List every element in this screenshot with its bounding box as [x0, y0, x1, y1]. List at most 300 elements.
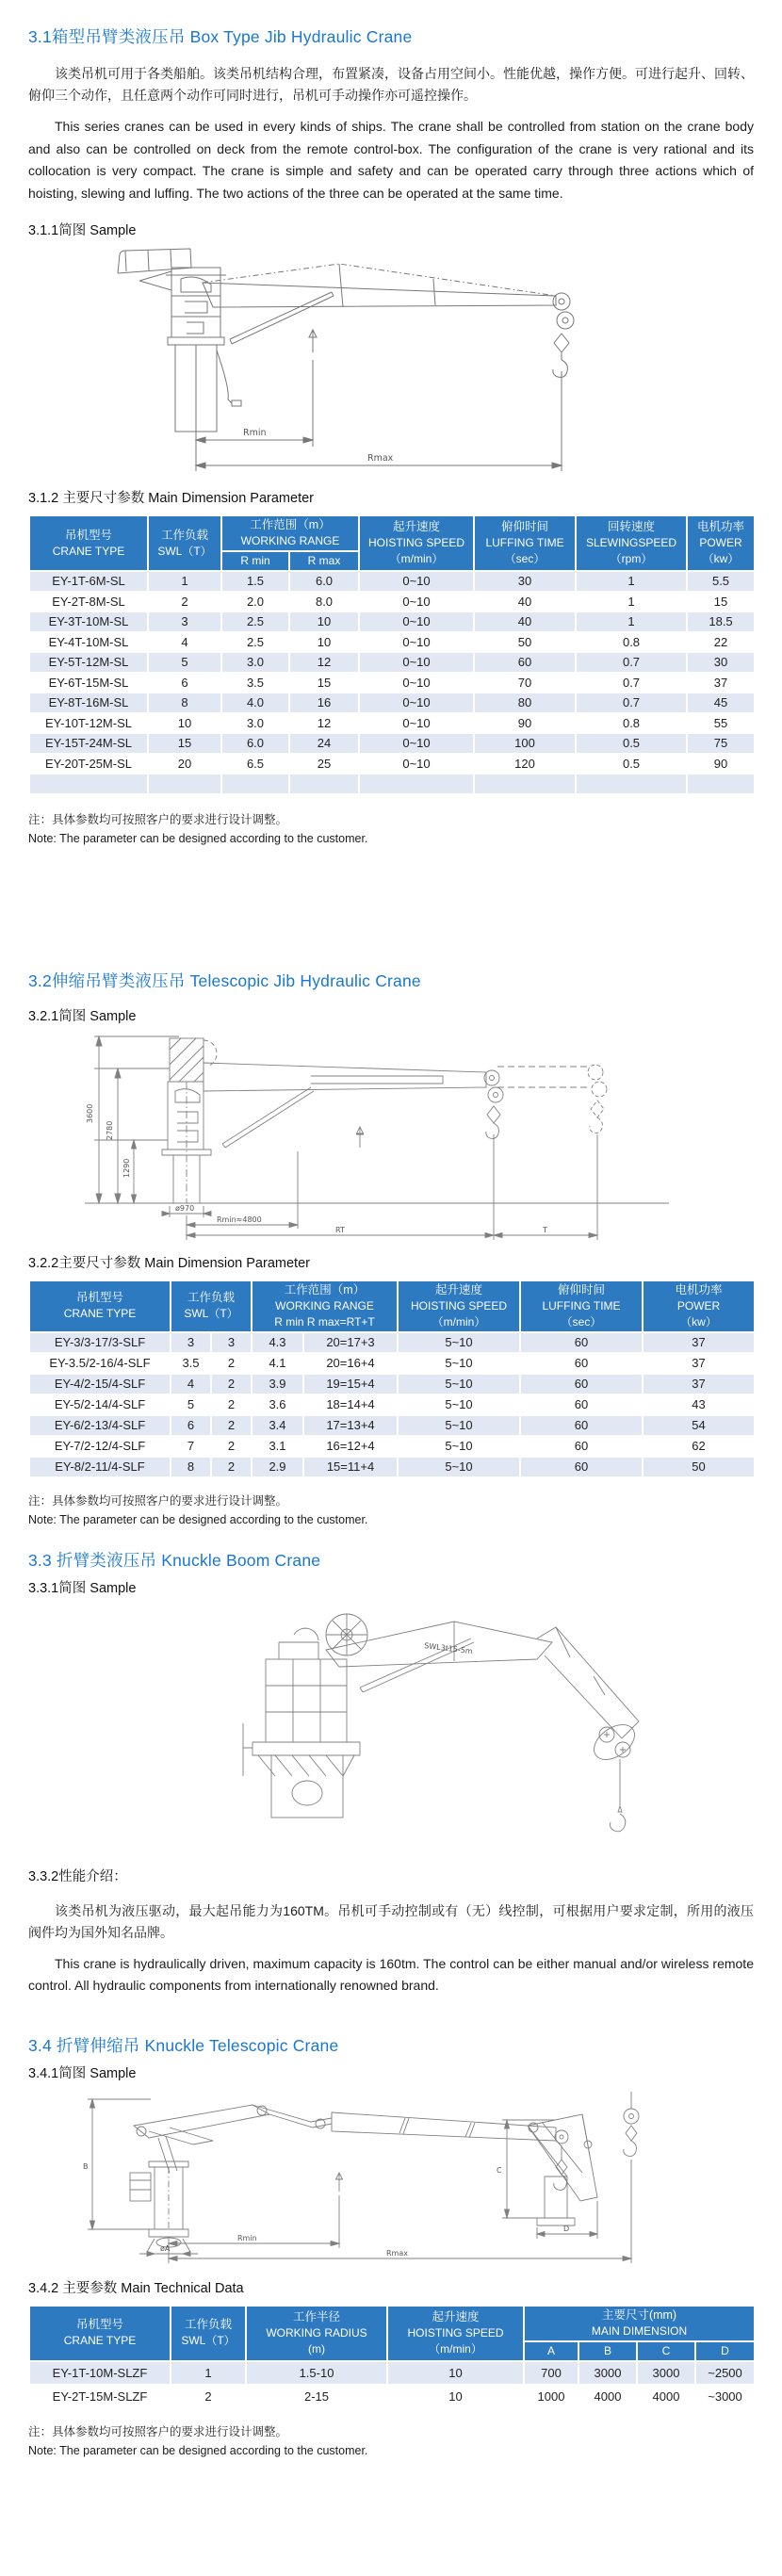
col-hoist-en: HOISTING SPEED — [368, 536, 465, 549]
table-cell: 0~10 — [359, 713, 474, 734]
table-cell: 16=12+4 — [303, 1436, 398, 1457]
table-cell: 37 — [643, 1332, 755, 1353]
table-cell: 5~10 — [398, 1415, 520, 1436]
table-cell: EY-4T-10M-SL — [29, 632, 148, 653]
table-cell: 5 — [148, 652, 221, 673]
table-cell: 40 — [474, 611, 576, 632]
knuckle-boom-crane-diagram — [28, 1601, 754, 1844]
dim-rt-label: RT — [335, 1225, 345, 1234]
section-3-4-2-param-title: 3.4.2 主要参数 Main Technical Data — [28, 2280, 244, 2296]
col-swl-en: SWL（T） — [157, 544, 212, 558]
table-cell: 120 — [474, 754, 576, 774]
table-cell: 1 — [576, 571, 687, 592]
table-cell: 5~10 — [398, 1457, 520, 1477]
table-cell: 50 — [474, 632, 576, 653]
col-hoist-cn: 起升速度 — [393, 520, 441, 533]
table-cell: 0~10 — [359, 754, 474, 774]
table-cell: 18.5 — [687, 611, 755, 632]
col-dim-c-label: C — [661, 2343, 671, 2357]
table-cell: 3000 — [578, 2361, 637, 2385]
table-cell: 50 — [643, 1457, 755, 1477]
section-3-3-1-sample-title: 3.3.1简图 Sample — [28, 1580, 137, 1596]
table-cell — [148, 774, 221, 794]
table-cell: EY-10T-12M-SL — [29, 713, 148, 734]
dim-3600-label: 3600 — [86, 1103, 94, 1123]
table-row — [29, 713, 755, 734]
col-radius-unit: (m) — [308, 2341, 325, 2356]
table-cell: 0~10 — [359, 592, 474, 612]
col-slew-unit: （rpm） — [610, 552, 653, 565]
table-cell: 6.0 — [221, 733, 289, 754]
table-cell: 75 — [687, 733, 755, 754]
table-cell: 60 — [520, 1415, 643, 1436]
table-row — [29, 1332, 755, 1353]
table-cell: 5~10 — [398, 1394, 520, 1415]
table-cell: 0~10 — [359, 673, 474, 693]
table-cell: 37 — [643, 1374, 755, 1394]
col-slewing-speed — [576, 515, 687, 571]
dim-rmax-label: Rmax — [386, 2248, 408, 2258]
col-dim-en: MAIN DIMENSION — [591, 2323, 688, 2338]
boom-swl-label: SWL3t15-5m — [423, 1640, 474, 1655]
telescopic-jib-crane-diagram — [28, 1029, 754, 1244]
col-hoist-unit: （m/min） — [429, 2341, 482, 2356]
section-3-2-heading: 3.2伸缩吊臂类液压吊 Telescopic Jib Hydraulic Crane — [28, 970, 421, 990]
table-cell: EY-2T-15M-SLZF — [29, 2385, 171, 2408]
col-hoist-en: HOISTING SPEED — [407, 2325, 504, 2340]
table-row — [29, 1436, 755, 1457]
col-working-range — [252, 1280, 398, 1332]
table-cell: 30 — [687, 652, 755, 673]
table-row — [29, 733, 755, 754]
col-power-unit: （kw） — [680, 1314, 717, 1329]
table-row — [29, 2361, 755, 2385]
table2-body — [29, 1332, 755, 1477]
table-cell: 5 — [171, 1394, 211, 1415]
section-3-4-heading: 3.4 折臂伸缩吊 Knuckle Telescopic Crane — [28, 2035, 339, 2055]
table-cell: 0.8 — [576, 713, 687, 734]
col-swl — [171, 1280, 252, 1332]
table1-header — [29, 515, 755, 571]
table-cell: 24 — [289, 733, 359, 754]
table-cell: 60 — [520, 1332, 643, 1353]
table-cell: 20=17+3 — [303, 1332, 398, 1353]
table-cell: 3.0 — [221, 713, 289, 734]
table-cell: 6 — [148, 673, 221, 693]
table-cell: 12 — [289, 652, 359, 673]
col-swl-en: SWL（T） — [184, 1307, 238, 1320]
col-rmax-label: R max — [307, 554, 341, 567]
col-slew-en: SLEWINGSPEED — [586, 536, 677, 549]
table-cell: 4000 — [637, 2385, 695, 2408]
col-crane-type — [29, 515, 148, 571]
table-cell: 90 — [687, 754, 755, 774]
section-3-1-2-param-title: 3.1.2 主要尺寸参数 Main Dimension Parameter — [28, 491, 314, 506]
col-power-unit: （kw） — [702, 552, 740, 565]
table-cell: 5~10 — [398, 1374, 520, 1394]
note-cn: 注：具体参数均可按照客户的要求进行设计调整。 — [28, 812, 288, 826]
col-swl — [171, 2306, 246, 2361]
col-radius-en: WORKING RADIUS — [266, 2325, 367, 2340]
table-cell: 4.1 — [252, 1353, 303, 1374]
table-cell: 6.0 — [289, 571, 359, 592]
table-cell: EY-2T-8M-SL — [29, 592, 148, 612]
table-cell: 43 — [643, 1394, 755, 1415]
main-technical-data-table — [28, 2305, 756, 2409]
table-cell: 1 — [148, 571, 221, 592]
table-row — [29, 592, 755, 612]
note-block-1 — [28, 810, 754, 848]
col-power — [643, 1280, 755, 1332]
col-luff-unit: （sec） — [504, 552, 546, 565]
table-cell: 18=14+4 — [303, 1394, 398, 1415]
table-cell: 3.0 — [221, 652, 289, 673]
col-crane-type — [29, 2306, 171, 2361]
table2-header — [29, 1280, 755, 1332]
table-row — [29, 1415, 755, 1436]
box-jib-crane-diagram — [28, 247, 754, 482]
table-cell: 16 — [289, 693, 359, 713]
table-cell: 8.0 — [289, 592, 359, 612]
dim-d-label: D — [563, 2224, 570, 2233]
table3-body — [29, 2361, 755, 2408]
table-cell: 1.5-10 — [246, 2361, 387, 2385]
col-luff-unit: （sec） — [561, 1314, 602, 1329]
col-dim-c — [637, 2341, 695, 2361]
table-cell: 4000 — [578, 2385, 637, 2408]
main-dimension-table-telescopic — [28, 1280, 756, 1478]
col-hoisting-speed — [387, 2306, 524, 2361]
table-cell: ~2500 — [695, 2361, 755, 2385]
note-en: Note: The parameter can be designed according to the customer. — [28, 1512, 368, 1526]
dim-t-label: T — [543, 1225, 547, 1234]
table-cell: 5.5 — [687, 571, 755, 592]
dim-c-label: C — [497, 2165, 502, 2175]
table-cell: 25 — [289, 754, 359, 774]
table-cell: 2 — [211, 1394, 252, 1415]
section-3-3-heading: 3.3 折臂类液压吊 Knuckle Boom Crane — [28, 1550, 321, 1570]
table-cell: 37 — [687, 673, 755, 693]
table-cell: 22 — [687, 632, 755, 653]
col-working-range — [221, 515, 359, 551]
table-row — [29, 652, 755, 673]
table-cell: 2.0 — [221, 592, 289, 612]
table-cell: 1.5 — [221, 571, 289, 592]
table-cell: EY-3T-10M-SL — [29, 611, 148, 632]
table-cell: 90 — [474, 713, 576, 734]
table-cell: 3000 — [637, 2361, 695, 2385]
table-cell: 20=16+4 — [303, 1353, 398, 1374]
table-cell: 0~10 — [359, 632, 474, 653]
table-cell: EY-6/2-13/4-SLF — [29, 1415, 171, 1436]
table-cell: 0.7 — [576, 693, 687, 713]
table-cell: 15=11+4 — [303, 1457, 398, 1477]
dim-b-label: B — [83, 2161, 89, 2171]
table-cell: 4 — [171, 1374, 211, 1394]
dim-dia970-label: ø970 — [175, 1203, 195, 1213]
col-dim-d — [695, 2341, 755, 2361]
table-cell: ~3000 — [695, 2385, 755, 2408]
note-cn: 注：具体参数均可按照客户的要求进行设计调整。 — [28, 2424, 288, 2438]
col-swl-en: SWL（T） — [181, 2334, 236, 2347]
table-cell: 5~10 — [398, 1436, 520, 1457]
table-cell: EY-3/3-17/3-SLF — [29, 1332, 171, 1353]
table-cell: 62 — [643, 1436, 755, 1457]
table-cell: 4.3 — [252, 1332, 303, 1353]
table-cell: 2 — [148, 592, 221, 612]
table-cell: 0~10 — [359, 733, 474, 754]
col-dim-a-label: A — [546, 2343, 555, 2357]
table-cell: 7 — [171, 1436, 211, 1457]
table-cell: 55 — [687, 713, 755, 734]
col-dim-cn: 主要尺寸(mm) — [601, 2307, 677, 2322]
table-cell: 4.0 — [221, 693, 289, 713]
table-row — [29, 571, 755, 592]
table-cell: 10 — [289, 611, 359, 632]
table-cell: EY-8/2-11/4-SLF — [29, 1457, 171, 1477]
table-row — [29, 693, 755, 713]
table-cell: 60 — [474, 652, 576, 673]
table-cell: 5~10 — [398, 1353, 520, 1374]
box-jib-crane-drawing — [28, 247, 754, 487]
table-cell: 2 — [211, 1457, 252, 1477]
col-power-en: POWER — [676, 1298, 721, 1312]
section-3-1-1-sample-title: 3.1.1简图 Sample — [28, 223, 137, 238]
dim-2780-label: 2780 — [106, 1120, 114, 1140]
table1-body — [29, 571, 755, 794]
col-hoist-cn: 起升速度 — [434, 1282, 482, 1296]
col-swl-cn: 工作负载 — [187, 1291, 235, 1304]
col-power-en: POWER — [699, 536, 742, 549]
table-cell: 30 — [474, 571, 576, 592]
col-range-en: WORKING RANGE — [275, 1298, 374, 1312]
table-cell: 0~10 — [359, 652, 474, 673]
table-cell: 4 — [148, 632, 221, 653]
table-cell: EY-1T-6M-SL — [29, 571, 148, 592]
main-dimension-table-box-jib — [28, 514, 756, 795]
table-cell: EY-5T-12M-SL — [29, 652, 148, 673]
section-3-1-paragraph-cn: 该类吊机可用于各类船舶。该类吊机结构合理，布置紧凑，设备占用空间小。性能优越，操作方便。可进行起升、回转、俯仰三个动作，且任意两个动作可同时进行，吊机可手动操作亦可遥控操作。 — [28, 66, 754, 103]
table-cell — [29, 774, 148, 794]
table-cell: EY-6T-15M-SL — [29, 673, 148, 693]
table-cell: 20 — [148, 754, 221, 774]
table-cell: 700 — [524, 2361, 578, 2385]
col-hoist-en: HOISTING SPEED — [410, 1298, 508, 1312]
note-block-2 — [28, 1492, 754, 1529]
section-3-3-2-perf-title: 3.3.2性能介绍： — [28, 1868, 127, 1884]
table-cell: 1 — [171, 2361, 246, 2385]
table-row — [29, 1457, 755, 1477]
table-cell: 2 — [211, 1415, 252, 1436]
section-3-1-paragraph-en: This series cranes can be used in every kinds of ships. The crane shall be controlled from station on the crane body and also can be controlled on deck from the remote control-box. The configuration of the crane is very rational and its collocation is very compact. The crane is simple and safety and can be operated carry through three actions which of hoisting, slewing and luffing. The two actions of the three can be operated at the same time. — [28, 119, 754, 201]
col-swl-cn: 工作负载 — [184, 2318, 232, 2331]
table-cell: 60 — [520, 1436, 643, 1457]
table-row — [29, 673, 755, 693]
table-cell: 3 — [148, 611, 221, 632]
col-dim-a — [524, 2341, 578, 2361]
table-cell: 2 — [211, 1353, 252, 1374]
table-cell: EY-1T-10M-SLZF — [29, 2361, 171, 2385]
col-luffing-time — [520, 1280, 643, 1332]
table-cell: 0.5 — [576, 754, 687, 774]
col-luff-en: LUFFING TIME — [485, 536, 564, 549]
col-hoisting-speed — [398, 1280, 520, 1332]
table-row — [29, 2385, 755, 2408]
knuckle-boom-crane-drawing — [28, 1601, 754, 1849]
table-cell: 8 — [171, 1457, 211, 1477]
table-cell: EY-20T-25M-SL — [29, 754, 148, 774]
col-crane-type-cn: 吊机型号 — [75, 2318, 123, 2331]
col-rmin — [221, 551, 289, 571]
table-cell: 8 — [148, 693, 221, 713]
table-cell: 80 — [474, 693, 576, 713]
dim-rmin-label: Rmin — [237, 2233, 257, 2242]
table-cell: 3.6 — [252, 1394, 303, 1415]
table-cell: 3.9 — [252, 1374, 303, 1394]
table-cell: 60 — [520, 1374, 643, 1394]
col-hoist-unit: （m/min） — [432, 1314, 486, 1329]
table-cell: 15 — [148, 733, 221, 754]
table-cell: 2 — [211, 1436, 252, 1457]
table-cell: 70 — [474, 673, 576, 693]
table-cell: 19=15+4 — [303, 1374, 398, 1394]
table-cell: 3.5 — [171, 1353, 211, 1374]
col-radius-cn: 工作半径 — [292, 2309, 340, 2323]
table-cell: 10 — [387, 2385, 524, 2408]
col-swl-cn: 工作负载 — [160, 528, 208, 542]
col-rmax — [289, 551, 359, 571]
col-slew-cn: 回转速度 — [608, 520, 656, 533]
col-luff-cn: 俯仰时间 — [557, 1282, 605, 1296]
note-block-3 — [28, 2422, 754, 2460]
table-cell: 1000 — [524, 2385, 578, 2408]
col-swl — [148, 515, 221, 571]
col-crane-type-cn: 吊机型号 — [64, 528, 112, 542]
col-range-cn: 工作范围（m） — [250, 518, 331, 531]
table-cell: 60 — [520, 1457, 643, 1477]
table-cell: 2.9 — [252, 1457, 303, 1477]
section-3-2-2-param-title: 3.2.2主要尺寸参数 Main Dimension Parameter — [28, 1255, 310, 1271]
col-crane-type-en: CRANE TYPE — [63, 2334, 137, 2347]
table-cell: EY-8T-16M-SL — [29, 693, 148, 713]
table-cell — [474, 774, 576, 794]
table-cell: 0.5 — [576, 733, 687, 754]
table-cell: 10 — [148, 713, 221, 734]
col-range-cn: 工作范围（m） — [284, 1282, 366, 1296]
section-3-4-1-sample-title: 3.4.1简图 Sample — [28, 2065, 137, 2081]
table-cell: 6.5 — [221, 754, 289, 774]
table-cell — [687, 774, 755, 794]
table-cell: EY-15T-24M-SL — [29, 733, 148, 754]
table-cell: 60 — [520, 1394, 643, 1415]
table-cell: 2.5 — [221, 611, 289, 632]
table-cell — [576, 774, 687, 794]
col-crane-type — [29, 1280, 171, 1332]
col-luff-cn: 俯仰时间 — [501, 520, 549, 533]
section-3-3-paragraph-en: This crane is hydraulically driven, maximum capacity is 160tm. The control can be either manual and/or wireless remote control. All hydraulic components from internationally renowned brand. — [28, 1955, 754, 1993]
col-crane-type-en: CRANE TYPE — [63, 1307, 137, 1320]
table-cell: 37 — [643, 1353, 755, 1374]
table-cell: 0.8 — [576, 632, 687, 653]
section-3-3-paragraph-cn: 该类吊机为液压驱动，最大起吊能力为160TM。吊机可手动控制或有（无）线控制，可根据用户要求定制，所用的液压阀件均为国外知名品牌。 — [28, 1902, 754, 1940]
table-cell: 40 — [474, 592, 576, 612]
col-range-sub: R min R max=RT+T — [274, 1314, 375, 1329]
table-row — [29, 1374, 755, 1394]
table-cell: EY-3.5/2-16/4-SLF — [29, 1353, 171, 1374]
table-cell — [289, 774, 359, 794]
col-main-dimension — [524, 2306, 755, 2341]
table-cell: 1 — [576, 611, 687, 632]
note-en: Note: The parameter can be designed according to the customer. — [28, 2443, 368, 2457]
table-cell: 0.7 — [576, 673, 687, 693]
col-rmin-label: R min — [240, 554, 270, 567]
table-row — [29, 1394, 755, 1415]
col-power-cn: 电机功率 — [675, 1282, 723, 1296]
knuckle-telescopic-crane-diagram — [28, 2086, 754, 2267]
col-hoist-unit: （m/min） — [389, 552, 444, 565]
table-row — [29, 754, 755, 774]
table-cell: 1 — [576, 592, 687, 612]
col-power-cn: 电机功率 — [697, 520, 745, 533]
table-cell: 5~10 — [398, 1332, 520, 1353]
table-cell: EY-7/2-12/4-SLF — [29, 1436, 171, 1457]
col-dim-b — [578, 2341, 637, 2361]
col-range-en: WORKING RANGE — [240, 534, 340, 547]
table-cell: 100 — [474, 733, 576, 754]
col-hoisting-speed — [359, 515, 474, 571]
table-cell — [359, 774, 474, 794]
section-gap — [28, 848, 754, 969]
dim-rmin4800-label: Rmin≈4800 — [217, 1215, 262, 1224]
table-cell: 54 — [643, 1415, 755, 1436]
col-crane-type-en: CRANE TYPE — [52, 544, 125, 558]
table3-header — [29, 2306, 755, 2361]
table-cell: EY-4/2-15/4-SLF — [29, 1374, 171, 1394]
table-row — [29, 632, 755, 653]
table-cell: 15 — [687, 592, 755, 612]
col-crane-type-cn: 吊机型号 — [75, 1291, 123, 1304]
table-cell: 0~10 — [359, 611, 474, 632]
table-cell: 45 — [687, 693, 755, 713]
table-row — [29, 1353, 755, 1374]
table-row — [29, 611, 755, 632]
table-cell: 0~10 — [359, 571, 474, 592]
col-luffing-time — [474, 515, 576, 571]
table-cell: 17=13+4 — [303, 1415, 398, 1436]
note-en: Note: The parameter can be designed according to the customer. — [28, 831, 368, 845]
dim-1290-label: 1290 — [122, 1158, 131, 1178]
table-row — [29, 774, 755, 794]
section-3-1-heading: 3.1箱型吊臂类液压吊 Box Type Jib Hydraulic Crane — [28, 27, 413, 46]
col-luff-en: LUFFING TIME — [542, 1298, 621, 1312]
table-cell: 3 — [171, 1332, 211, 1353]
table-cell: 10 — [387, 2361, 524, 2385]
table-cell — [221, 774, 289, 794]
col-dim-b-label: B — [603, 2343, 611, 2357]
table-cell: 3.5 — [221, 673, 289, 693]
table-cell: 2-15 — [246, 2385, 387, 2408]
table-cell: 15 — [289, 673, 359, 693]
table-cell: 3.1 — [252, 1436, 303, 1457]
dim-rmin-label: Rmin — [243, 428, 267, 438]
table-cell: 60 — [520, 1353, 643, 1374]
col-hoist-cn: 起升速度 — [432, 2309, 480, 2323]
table-cell: 6 — [171, 1415, 211, 1436]
telescopic-jib-crane-drawing — [28, 1029, 754, 1248]
table-cell: 2.5 — [221, 632, 289, 653]
table-cell: 0~10 — [359, 693, 474, 713]
table-cell: EY-5/2-14/4-SLF — [29, 1394, 171, 1415]
